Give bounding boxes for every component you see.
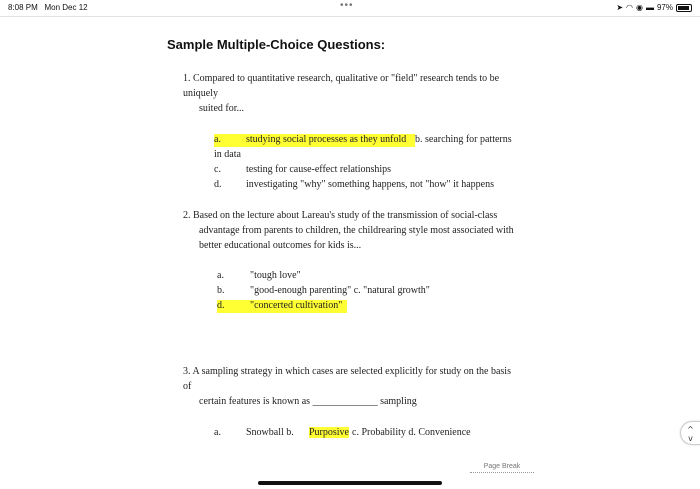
q2-stem-line1: 2. Based on the lecture about Lareau's study of the transmission of social-class	[183, 210, 498, 221]
focus-icon: ◉	[636, 3, 643, 12]
battery-percent: 97%	[656, 3, 673, 12]
q3-stem-line3: certain features is known as _____________ sampling	[199, 396, 417, 407]
q1-option-d-text: investigating "why" something happens, not "how" it happens	[246, 179, 494, 190]
q1-stem-line2: uniquely	[183, 88, 218, 99]
q3-option-a-letter: a.	[214, 427, 221, 438]
q1-option-c-letter: c.	[214, 164, 221, 175]
q1-option-a-text: studying social processes as they unfold	[246, 134, 407, 145]
q2-option-b-text: "good-enough parenting" c. "natural growth"	[250, 285, 430, 296]
q3-stem-line1: 3. A sampling strategy in which cases are selected explicitly for study on the basis	[183, 366, 511, 377]
q3-stem-line2: of	[183, 381, 192, 392]
chevron-up-icon: ^	[687, 425, 694, 434]
location-arrow-icon: ➤	[616, 3, 624, 12]
page-title: Sample Multiple-Choice Questions:	[167, 37, 386, 52]
screen-icon: ▬	[645, 3, 654, 12]
q1-option-b: b. searching for patterns	[415, 134, 512, 145]
q2-option-d-text: "concerted cultivation"	[250, 300, 343, 311]
chevron-down-icon: v	[688, 434, 693, 443]
q1-option-d-letter: d.	[214, 179, 222, 190]
q1-option-c-text: testing for cause-effect relationships	[246, 164, 392, 175]
q2-option-d-letter: d.	[217, 300, 225, 311]
q1-stem-line3: suited for...	[199, 103, 244, 114]
q2-stem-line3: better educational outcomes for kids is...	[199, 240, 362, 251]
q3-option-b-text: Purposive	[309, 427, 349, 438]
q1-option-a-letter: a.	[214, 134, 221, 145]
q1-stem-line1: 1. Compared to quantitative research, qualitative or "field" research tends to be	[183, 73, 500, 84]
wifi-icon: ◠	[626, 3, 633, 12]
q1-option-b-cont: in data	[214, 149, 241, 160]
page-break-marker: Page Break	[470, 463, 534, 473]
q3-option-a-text: Snowball b.	[246, 427, 294, 438]
battery-icon	[676, 4, 692, 12]
status-time: 8:08 PM Mon Dec 12	[8, 3, 88, 12]
status-icons	[616, 3, 692, 12]
q2-option-b-letter: b.	[217, 285, 225, 296]
q2-option-a-letter: a.	[217, 270, 224, 281]
q2-option-a-text: "tough love"	[250, 270, 301, 281]
scroll-button[interactable]	[680, 421, 700, 445]
multitasking-dots[interactable]: •••	[340, 0, 354, 11]
status-bar	[0, 0, 700, 17]
q2-stem-line2: advantage from parents to children, the childrearing style most associated with	[199, 225, 514, 236]
q3-options-c-d: c. Probability d. Convenience	[352, 427, 471, 438]
home-indicator[interactable]	[258, 481, 442, 485]
